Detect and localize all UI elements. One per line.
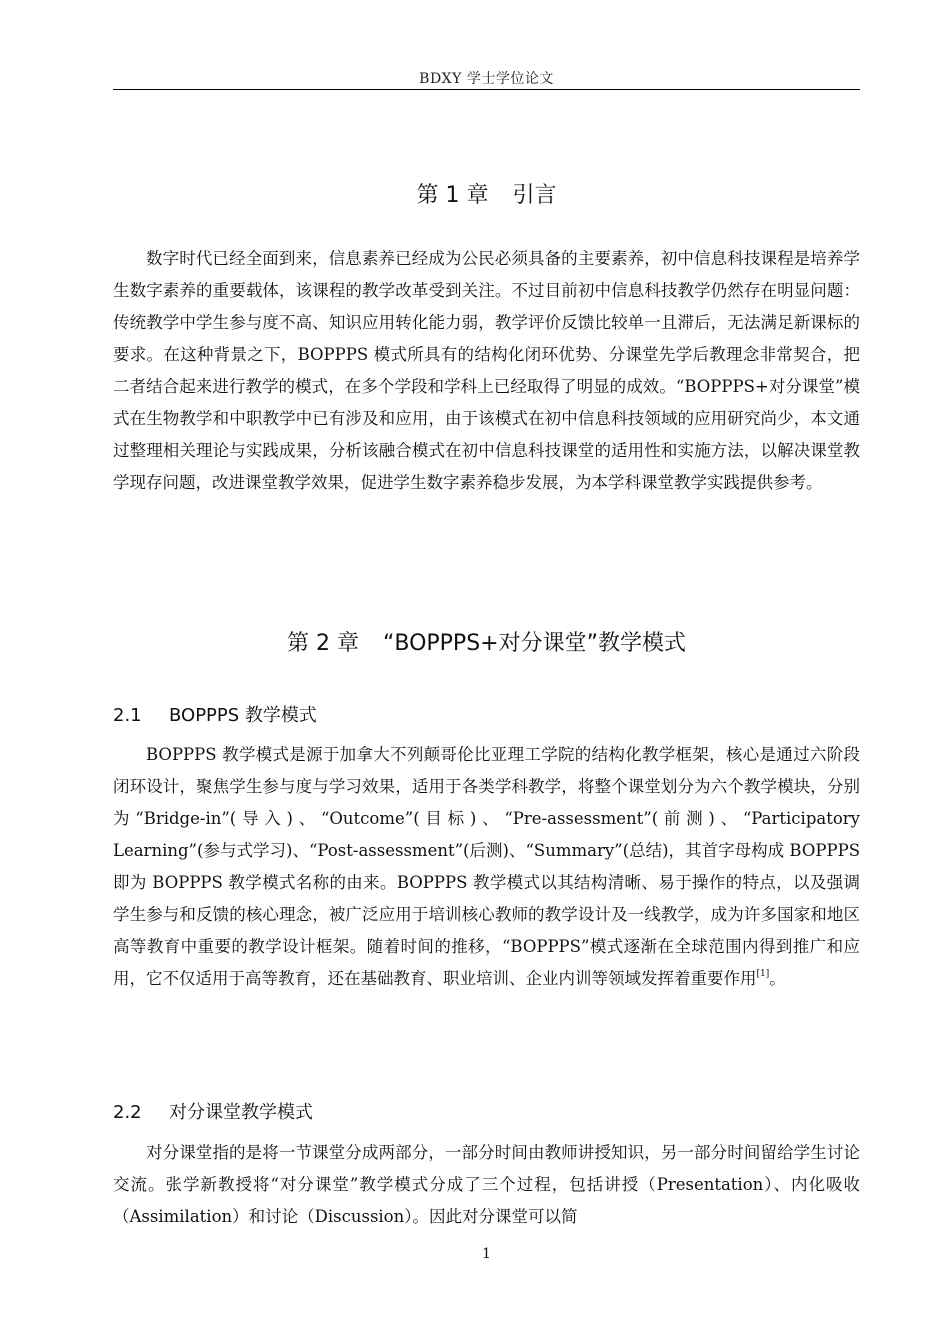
- chapter-1-heading: [113, 178, 860, 209]
- section-2-1-text: BOPPPS 教学模式是源于加拿大不列颠哥伦比亚理工学院的结构化教学框架，核心是通过六阶段闭环设计，聚焦学生参与度与学习效果，适用于各类学科教学，将整个课堂划分为六个教学模块，分别为“Bridge-in”(导入)、“Outcome”(目标)、“Pre-assessment”(前测)、“Participatory Learning”(参与式学习)、“Post-assessment”(后测)、“Summary”(总结)，其首字母构成 BOPPPS 即为 BOPPPS 教学模式名称的由来。BOPPPS 教学模式以其结构清晰、易于操作的特点，以及强调学生参与和反馈的核心理念，被广泛应用于培训核心教师的教学设计及一线教学，成为许多国家和地区高等教育中重要的教学设计框架。随着时间的推移，“BOPPPS”模式逐渐在全球范围内得到推广和应用，它不仅适用于高等教育，还在基础教育、职业培训、企业内训等领域发挥着重要作用: [113, 745, 860, 988]
- section-2-2-heading: [113, 1098, 860, 1124]
- chapter-2-heading: [113, 626, 860, 657]
- section-2-2-title: 对分课堂教学模式: [169, 1102, 313, 1123]
- page-number: 1: [482, 1246, 491, 1262]
- section-2-2-number: 2.2: [113, 1102, 142, 1123]
- section-2-1-heading: [113, 701, 860, 727]
- chapter-1-paragraph: 数字时代已经全面到来，信息素养已经成为公民必须具备的主要素养，初中信息科技课程是培养学生数字素养的重要载体，该课程的教学改革受到关注。不过目前初中信息科技教学仍然存在明显问题：传统教学中学生参与度不高、知识应用转化能力弱，教学评价反馈比较单一且滞后，无法满足新课标的要求。在这种背景之下，BOPPPS 模式所具有的结构化闭环优势、分课堂先学后教理念非常契合，把二者结合起来进行教学的模式，在多个学段和学科上已经取得了明显的成效。“BOPPPS+对分课堂”模式在生物教学和中职教学中已有涉及和应用，由于该模式在初中信息科技领域的应用研究尚少，本文通过整理相关理论与实践成果，分析该融合模式在初中信息科技课堂的适用性和实施方法，以解决课堂教学现存问题，改进课堂教学效果，促进学生数字素养稳步发展，为本学科课堂教学实践提供参考。: [113, 249, 860, 492]
- header-rule: [113, 89, 860, 90]
- section-2-1-paragraph: [113, 739, 860, 995]
- section-2-1-number: 2.1: [113, 705, 142, 726]
- section-2-2-paragraph: 对分课堂指的是将一节课堂分成两部分，一部分时间由教师讲授知识，另一部分时间留给学生讨论交流。张学新教授将“对分课堂”教学模式分成了三个过程，包括讲授（Presentation）、内化吸收（Assimilation）和讨论（Discussion）。因此对分课堂可以简: [113, 1143, 860, 1226]
- chapter-2-number: 第 2 章: [286, 631, 359, 656]
- running-header: BDXY 学士学位论文: [419, 71, 554, 87]
- chapter-2-title: “BOPPPS+对分课堂”教学模式: [382, 631, 686, 656]
- section-2-1-title: BOPPPS 教学模式: [169, 705, 317, 726]
- citation-ref[interactable]: [1]: [756, 969, 770, 979]
- chapter-1-number: 第 1 章: [416, 183, 489, 208]
- chapter-1-title: 引言: [512, 183, 557, 208]
- section-2-1-tail: 。: [769, 969, 786, 988]
